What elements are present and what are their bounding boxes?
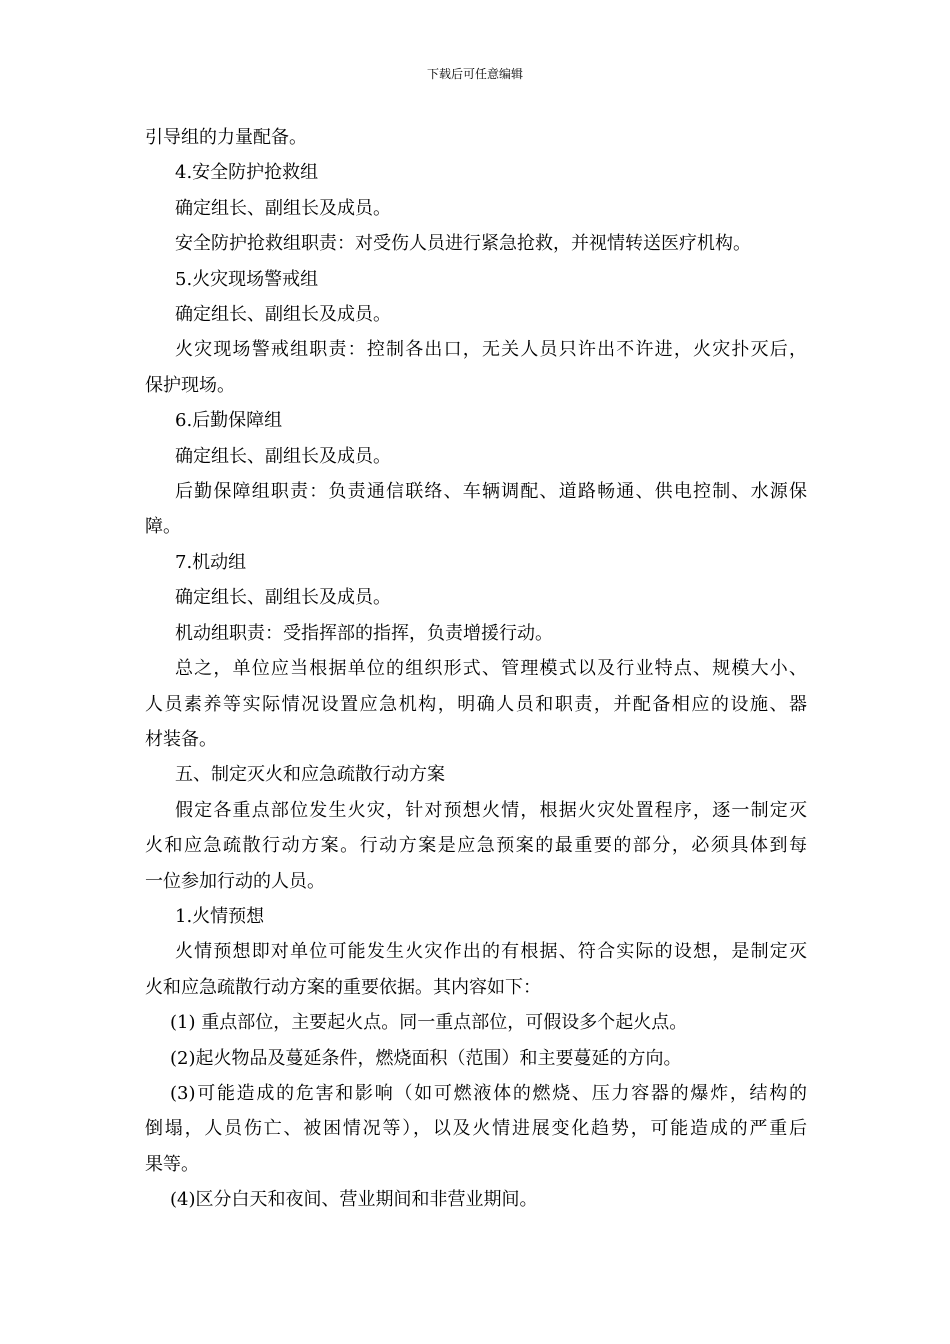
paragraph-line: 确定组长、副组长及成员。: [175, 197, 391, 219]
paragraph-line: 一位参加行动的人员。: [145, 870, 325, 892]
paragraph-line: 总之，单位应当根据单位的组织形式、管理模式以及行业特点、规模大小、: [175, 658, 807, 680]
paragraph-line: 火和应急疏散行动方案。行动方案是应急预案的最重要的部分，必须具体到每: [145, 835, 807, 857]
paragraph-line: 引导组的力量配备。: [145, 127, 307, 148]
paragraph-line: 确定组长、副组长及成员。: [175, 304, 391, 326]
section-heading: 4.安全防护抢救组: [175, 162, 319, 184]
paragraph-line: 确定组长、副组长及成员。: [175, 445, 391, 467]
section-heading: 6.后勤保障组: [175, 410, 283, 432]
section-heading: 五、制定灭火和应急疏散行动方案: [175, 764, 445, 786]
section-heading: 7.机动组: [175, 551, 247, 573]
paragraph-line: 火和应急疏散行动方案的重要依据。其内容如下：: [145, 976, 541, 998]
paragraph-line: 确定组长、副组长及成员。: [175, 587, 391, 609]
paragraph-line: 障。: [145, 516, 181, 538]
paragraph-line: 安全防护抢救组职责：对受伤人员进行紧急抢救，并视情转送医疗机构。: [175, 233, 751, 255]
document-body: [145, 120, 807, 1218]
list-item: (3)可能造成的危害和影响（如可燃液体的燃烧、压力容器的爆炸，结构的: [170, 1082, 807, 1104]
list-item: (2)起火物品及蔓延条件，燃烧面积（范围）和主要蔓延的方向。: [170, 1047, 682, 1069]
paragraph-line: 火情预想即对单位可能发生火灾作出的有根据、符合实际的设想，是制定灭: [175, 941, 807, 963]
paragraph-line: 果等。: [145, 1153, 199, 1175]
list-item: (4)区分白天和夜间、营业期间和非营业期间。: [170, 1189, 538, 1211]
paragraph-line: 后勤保障组职责：负责通信联络、车辆调配、道路畅通、供电控制、水源保: [175, 481, 807, 503]
paragraph-line: 人员素养等实际情况设置应急机构，明确人员和职责，并配备相应的设施、器: [145, 693, 807, 715]
paragraph-line: 机动组职责：受指挥部的指挥，负责增援行动。: [175, 622, 553, 644]
paragraph-line: 保护现场。: [145, 374, 235, 396]
paragraph-line: 倒塌，人员伤亡、被困情况等），以及火情进展变化趋势，可能造成的严重后: [145, 1118, 807, 1140]
paragraph-line: 假定各重点部位发生火灾，针对预想火情，根据火灾处置程序，逐一制定灭: [175, 799, 807, 821]
section-heading: 5.火灾现场警戒组: [175, 268, 319, 290]
list-item: (1) 重点部位，主要起火点。同一重点部位，可假设多个起火点。: [170, 1012, 688, 1034]
paragraph-line: 材装备。: [145, 728, 217, 750]
section-heading: 1.火情预想: [175, 905, 265, 927]
page-header-note: 下载后可任意编辑: [426, 67, 523, 81]
paragraph-line: 火灾现场警戒组职责：控制各出口，无关人员只许出不许进，火灾扑灭后，: [175, 339, 807, 361]
